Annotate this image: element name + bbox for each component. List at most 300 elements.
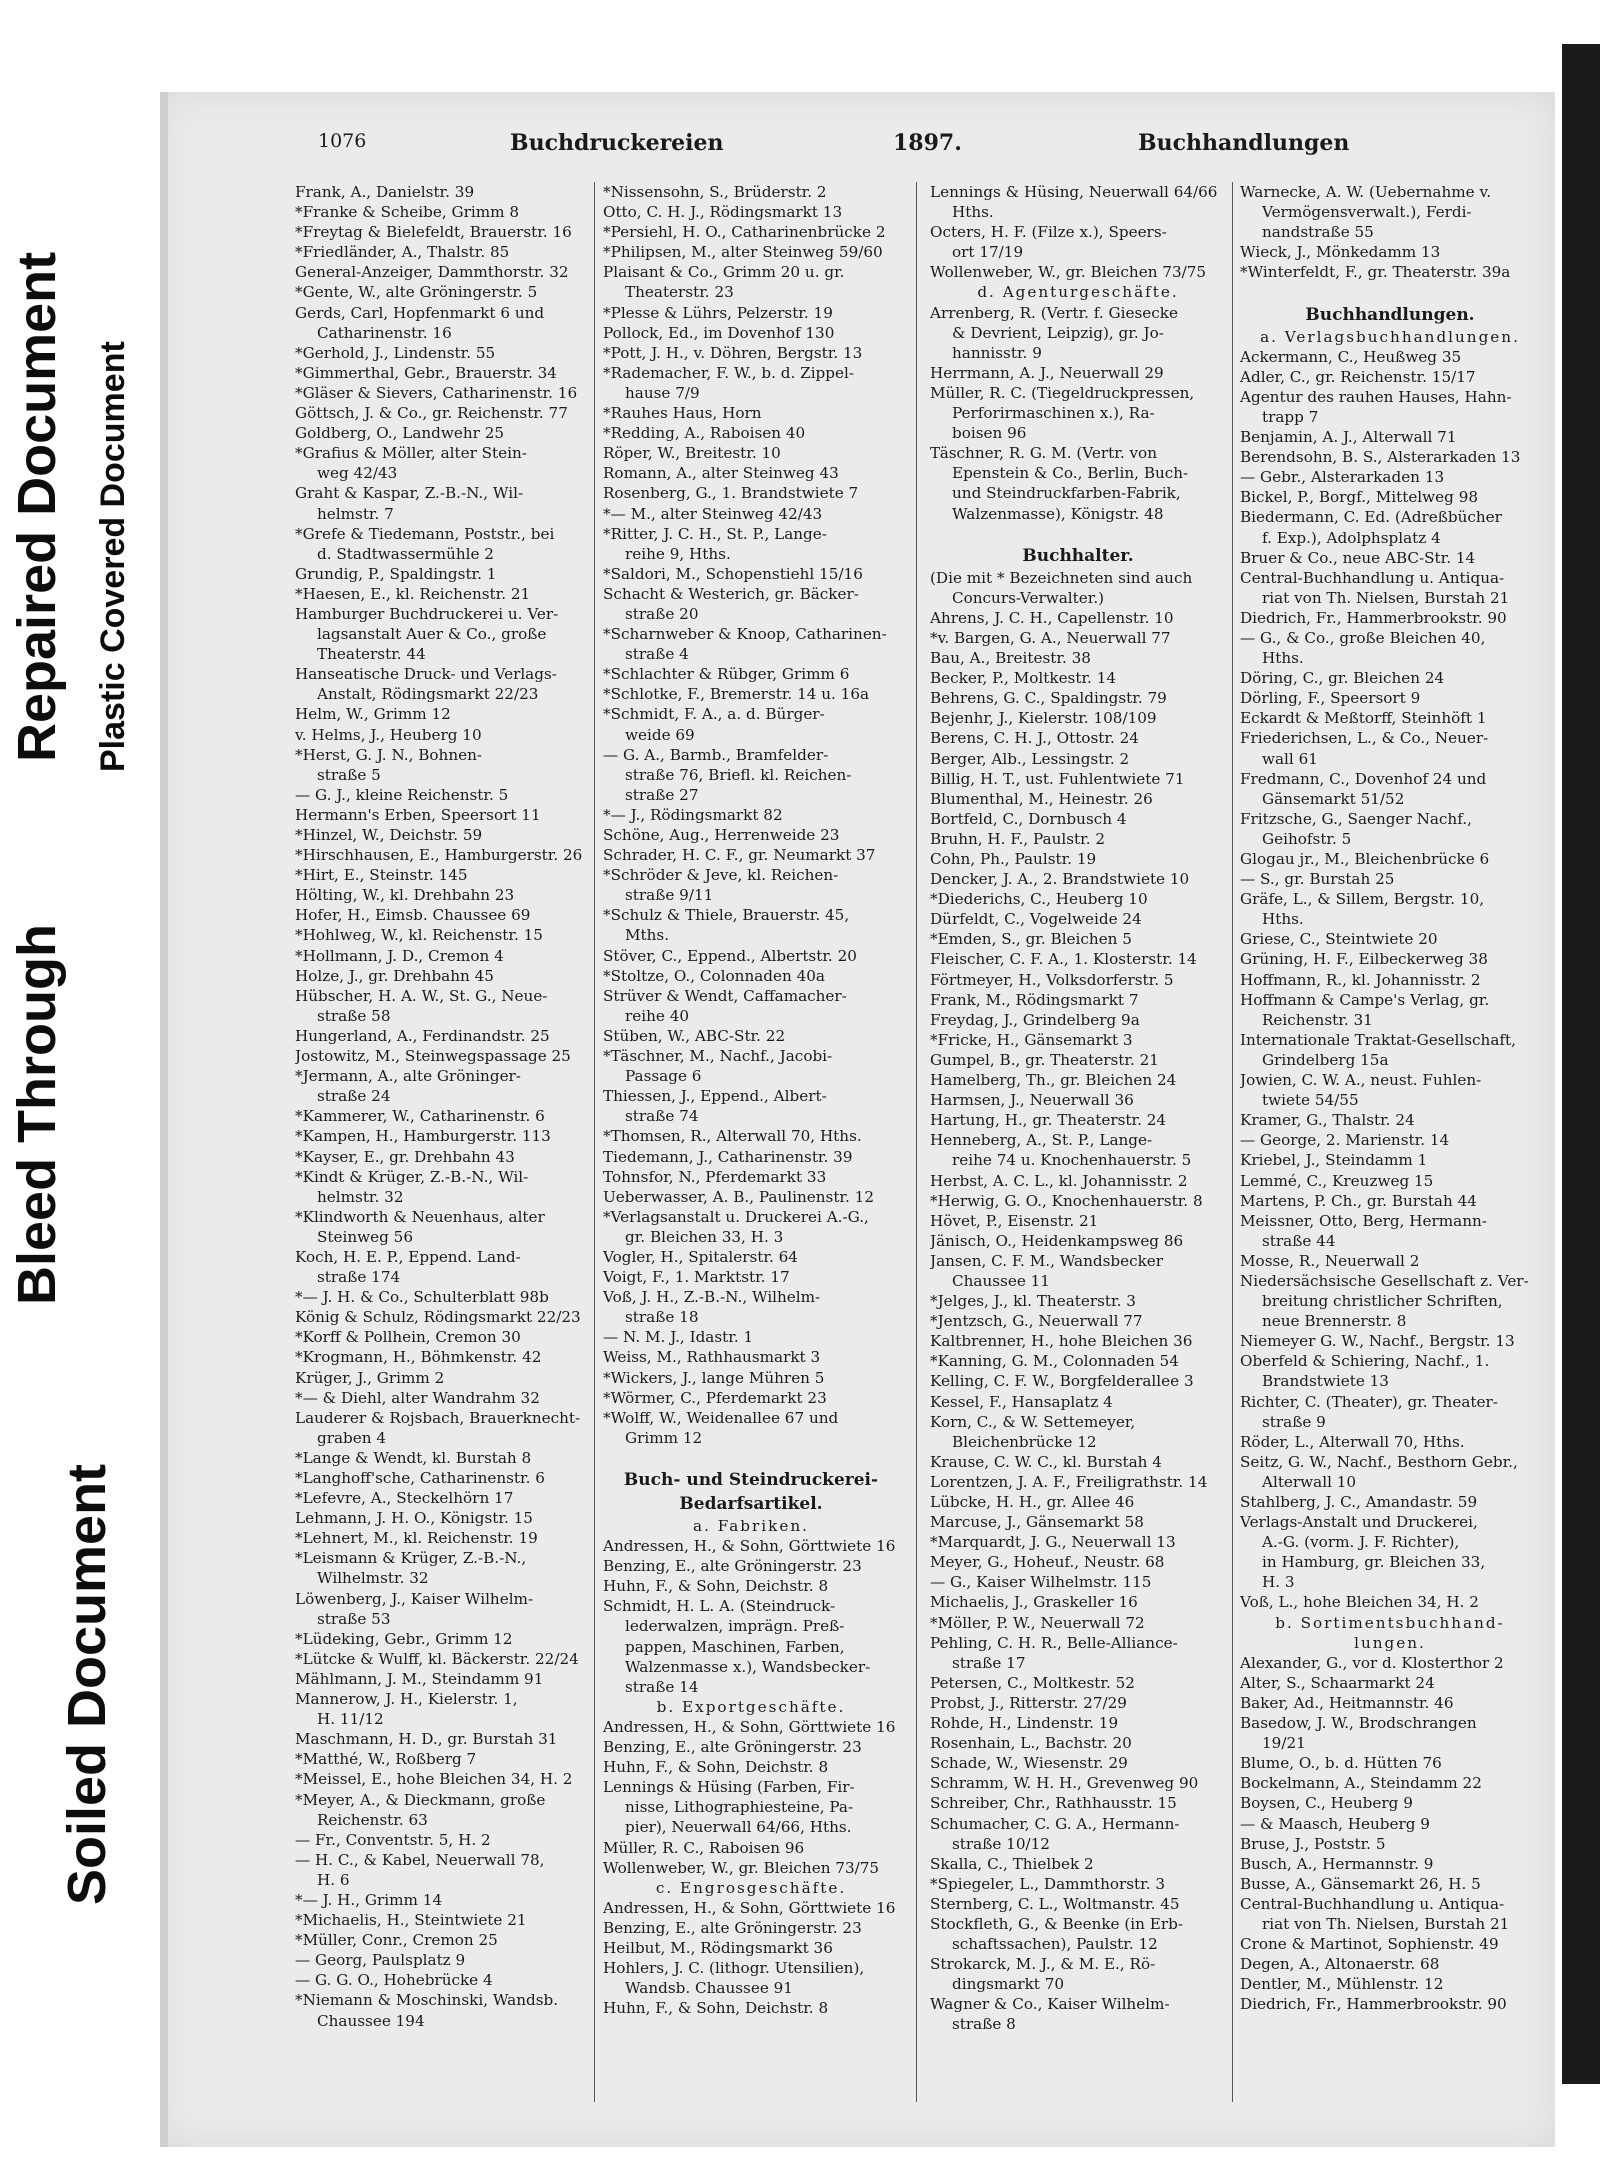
spacer (930, 524, 1226, 544)
directory-entry: *Freytag & Bielefeldt, Brauerstr. 16 (295, 223, 572, 242)
entry-continuation: Perforirmaschinen x.), Ra- (952, 404, 1155, 423)
directory-entry: Billig, H. T., ust. Fuhlentwiete 71 (930, 769, 1185, 788)
directory-entry: Diedrich, Fr., Hammerbrookstr. 90 (1240, 1995, 1507, 2014)
entry-continuation: pappen, Maschinen, Farben, (625, 1637, 845, 1656)
directory-entry: — G. J., kleine Reichenstr. 5 (295, 785, 509, 804)
directory-entry: Busch, A., Hermannstr. 9 (1240, 1854, 1434, 1873)
directory-entry: Koch, H. E. P., Eppend. Land- (295, 1247, 521, 1266)
spacer (1240, 282, 1540, 302)
directory-entry: *Schlotke, F., Bremerstr. 14 u. 16a (603, 685, 870, 704)
directory-entry: Plaisant & Co., Grimm 20 u. gr. (603, 263, 845, 282)
directory-entry: Pehling, C. H. R., Belle-Alliance- (930, 1633, 1178, 1652)
directory-entry: *Matthé, W., Roßberg 7 (295, 1750, 477, 1769)
directory-entry: Kramer, G., Thalstr. 24 (1240, 1111, 1415, 1130)
directory-entry: Kriebel, J., Steindamm 1 (1240, 1151, 1428, 1170)
directory-entry: (Die mit * Bezeichneten sind auch (930, 568, 1193, 587)
directory-entry: Hungerland, A., Ferdinandstr. 25 (295, 1026, 550, 1045)
directory-entry: Wieck, J., Mönkedamm 13 (1240, 243, 1441, 262)
directory-entry: Niedersächsische Gesellschaft z. Ver- (1240, 1271, 1529, 1290)
directory-entry: *Korff & Pollhein, Cremon 30 (295, 1328, 521, 1347)
directory-entry: Lauderer & Rojsbach, Brauerknecht- (295, 1408, 581, 1427)
entry-continuation: straße 18 (625, 1308, 699, 1327)
entry-continuation: weide 69 (625, 725, 695, 744)
directory-entry: *Thomsen, R., Alterwall 70, Hths. (603, 1127, 862, 1146)
directory-entry: *Herst, G. J. N., Bohnen- (295, 745, 483, 764)
directory-entry: *Kindt & Krüger, Z.-B.-N., Wil- (295, 1167, 529, 1186)
directory-entry: *Herwig, G. O., Knochenhauerstr. 8 (930, 1191, 1203, 1210)
directory-entry: Andressen, H., & Sohn, Görttwiete 16 (603, 1537, 896, 1556)
directory-entry: Hölting, W., kl. Drehbahn 23 (295, 886, 515, 905)
header-right-title: Buchhandlungen (1138, 130, 1350, 156)
directory-entry: Müller, R. C. (Tiegeldruckpressen, (930, 383, 1195, 402)
directory-entry: *Schröder & Jeve, kl. Reichen- (603, 866, 839, 885)
directory-entry: *Langhoff'sche, Catharinenstr. 6 (295, 1469, 545, 1487)
entry-continuation: lagsanstalt Auer & Co., große (317, 625, 547, 644)
directory-entry: Alter, S., Schaarmarkt 24 (1240, 1673, 1435, 1692)
directory-entry: *Marquardt, J. G., Neuerwall 13 (930, 1533, 1176, 1552)
directory-entry: *Winterfeldt, F., gr. Theaterstr. 39a (1240, 263, 1511, 282)
directory-entry: *Schmidt, F. A., a. d. Bürger- (603, 705, 825, 724)
directory-entry: — George, 2. Marienstr. 14 (1240, 1131, 1450, 1150)
directory-entry: König & Schulz, Rödingsmarkt 22/23 (295, 1308, 581, 1327)
directory-entry: Busse, A., Gänsemarkt 26, H. 5 (1240, 1874, 1481, 1893)
directory-entry: Blumenthal, M., Heinestr. 26 (930, 789, 1153, 808)
subsection-heading: a. Fabriken. (693, 1517, 809, 1535)
directory-entry: Lemmé, C., Kreuzweg 15 (1240, 1171, 1434, 1190)
directory-entry: Wollenweber, W., gr. Bleichen 73/75 (603, 1858, 880, 1877)
directory-entry: Degen, A., Altonaerstr. 68 (1240, 1955, 1440, 1974)
directory-entry: *Wickers, J., lange Mühren 5 (603, 1368, 825, 1387)
directory-entry: Seitz, G. W., Nachf., Besthorn Gebr., (1240, 1452, 1518, 1471)
directory-entry: Schacht & Westerich, gr. Bäcker- (603, 584, 859, 603)
directory-entry: Behrens, G. C., Spaldingstr. 79 (930, 689, 1167, 708)
directory-entry: Niemeyer G. W., Nachf., Bergstr. 13 (1240, 1332, 1515, 1351)
directory-entry: *Spiegeler, L., Dammthorstr. 3 (930, 1874, 1166, 1893)
directory-entry: *— M., alter Steinweg 42/43 (603, 504, 823, 523)
entry-continuation: wall 61 (1262, 749, 1318, 768)
directory-entry: Grundig, P., Spaldingstr. 1 (295, 564, 497, 583)
entry-continuation: Hths. (952, 203, 994, 222)
entry-continuation: riat von Th. Nielsen, Burstah 21 (1262, 1914, 1510, 1933)
entry-continuation: hannisstr. 9 (952, 343, 1042, 362)
directory-entry: Friederichsen, L., & Co., Neuer- (1240, 729, 1489, 748)
directory-entry: Oberfeld & Schiering, Nachf., 1. (1240, 1352, 1490, 1371)
directory-entry: Schramm, W. H. H., Grevenweg 90 (930, 1774, 1199, 1793)
directory-entry: Frank, A., Danielstr. 39 (295, 183, 475, 201)
directory-entry: *Grafius & Möller, alter Stein- (295, 444, 527, 463)
directory-entry: Voigt, F., 1. Marktstr. 17 (603, 1268, 790, 1287)
entry-continuation: Mths. (625, 926, 670, 945)
directory-entry: Romann, A., alter Steinweg 43 (603, 464, 839, 483)
directory-entry: *Gimmerthal, Gebr., Brauerstr. 34 (295, 363, 557, 382)
directory-entry: *Grefe & Tiedemann, Poststr., bei (295, 524, 555, 543)
column-rule (916, 182, 917, 2102)
directory-entry: Hamelberg, Th., gr. Bleichen 24 (930, 1071, 1177, 1090)
subsection-heading: b. Sortimentsbuchhand- (1275, 1613, 1505, 1632)
directory-entry: Adler, C., gr. Reichenstr. 15/17 (1240, 367, 1476, 386)
entry-continuation: straße 14 (625, 1677, 699, 1696)
entry-continuation: nisse, Lithographiesteine, Pa- (625, 1798, 854, 1817)
directory-entry: Octers, H. F. (Filze x.), Speers- (930, 223, 1167, 242)
directory-entry: *Schulz & Thiele, Brauerstr. 45, (603, 906, 850, 925)
directory-entry: Krause, C. W. C., kl. Burstah 4 (930, 1452, 1162, 1471)
directory-entry: Kessel, F., Hansaplatz 4 (930, 1392, 1113, 1411)
entry-continuation: straße 74 (625, 1107, 699, 1126)
directory-entry: Cohn, Ph., Paulstr. 19 (930, 850, 1097, 868)
entry-continuation: dingsmarkt 70 (952, 1975, 1065, 1994)
directory-entry: *Möller, P. W., Neuerwall 72 (930, 1613, 1145, 1632)
directory-entry: *Jelges, J., kl. Theaterstr. 3 (930, 1292, 1136, 1311)
directory-entry: *Kanning, G. M., Colonnaden 54 (930, 1352, 1179, 1371)
entry-continuation: riat von Th. Nielsen, Burstah 21 (1262, 588, 1510, 607)
directory-entry: Michaelis, J., Graskeller 16 (930, 1593, 1138, 1612)
directory-entry: Goldberg, O., Landwehr 25 (295, 424, 505, 443)
entry-continuation: Walzenmasse), Königstr. 48 (952, 504, 1164, 523)
directory-entry: Berendsohn, B. S., Alsterarkaden 13 (1240, 448, 1521, 467)
scanner-edge-bar (1562, 44, 1600, 2084)
entry-continuation: Hths. (1262, 649, 1304, 668)
directory-entry: *Meissel, E., hohe Bleichen 34, H. 2 (295, 1770, 573, 1789)
directory-entry: *Diederichs, C., Heuberg 10 (930, 890, 1148, 909)
directory-entry: — H. C., & Kabel, Neuerwall 78, (295, 1850, 545, 1869)
directory-entry: *Hinzel, W., Deichstr. 59 (295, 826, 483, 844)
directory-entry: Helm, W., Grimm 12 (295, 705, 451, 724)
directory-entry: *Haesen, E., kl. Reichenstr. 21 (295, 584, 531, 603)
directory-entry: Holze, J., gr. Drehbahn 45 (295, 966, 494, 985)
entry-continuation: lederwalzen, imprägn. Preß- (625, 1617, 845, 1636)
directory-entry: Lehmann, J. H. O., Königstr. 15 (295, 1509, 533, 1528)
directory-entry: *Lütcke & Wulff, kl. Bäckerstr. 22/24 (295, 1649, 579, 1668)
entry-continuation: helmstr. 32 (317, 1187, 404, 1206)
directory-entry: *Michaelis, H., Steintwiete 21 (295, 1911, 527, 1930)
directory-entry: *— & Diehl, alter Wandrahm 32 (295, 1388, 540, 1407)
entry-continuation: in Hamburg, gr. Bleichen 33, (1262, 1553, 1486, 1572)
directory-entry: *Lefevre, A., Steckelhörn 17 (295, 1489, 514, 1508)
entry-continuation: Bleichenbrücke 12 (952, 1432, 1097, 1451)
directory-entry: Hohlers, J. C. (lithogr. Utensilien), (603, 1959, 865, 1978)
directory-entry: Strüver & Wendt, Caffamacher- (603, 986, 847, 1005)
entry-continuation: reihe 9, Hths. (625, 544, 731, 563)
entry-continuation: schaftssachen), Paulstr. 12 (952, 1935, 1158, 1954)
directory-entry: Benzing, E., alte Gröningerstr. 23 (603, 1738, 862, 1757)
entry-continuation: straße 174 (317, 1268, 401, 1287)
directory-entry: Hartung, H., gr. Theaterstr. 24 (930, 1111, 1167, 1130)
directory-entry: Otto, C. H. J., Rödingsmarkt 13 (603, 203, 843, 222)
entry-continuation: boisen 96 (952, 424, 1027, 443)
entry-continuation: breitung christlicher Schriften, (1262, 1292, 1503, 1311)
directory-entry: *Fricke, H., Gänsemarkt 3 (930, 1030, 1133, 1049)
label-repaired-document: Repaired Document (7, 251, 67, 762)
directory-entry: Meissner, Otto, Berg, Hermann- (1240, 1211, 1487, 1230)
directory-entry: Stöver, C., Eppend., Albertstr. 20 (603, 946, 857, 965)
directory-entry: Heilbut, M., Rödingsmarkt 36 (603, 1938, 833, 1957)
directory-entry: Alexander, G., vor d. Klosterthor 2 (1240, 1653, 1504, 1672)
entry-continuation: straße 27 (625, 785, 699, 804)
directory-entry: Rosenberg, G., 1. Brandstwiete 7 (603, 484, 859, 503)
directory-entry: *Niemann & Moschinski, Wandsb. (295, 1991, 559, 2010)
entry-continuation: straße 10/12 (952, 1834, 1050, 1853)
directory-entry: Freydag, J., Grindelberg 9a (930, 1010, 1140, 1029)
page-edge (160, 92, 168, 2147)
directory-entry: Wollenweber, W., gr. Bleichen 73/75 (930, 263, 1207, 282)
directory-entry: *Täschner, M., Nachf., Jacobi- (603, 1047, 833, 1066)
entry-continuation: Walzenmasse x.), Wandsbecker- (625, 1657, 871, 1676)
label-bleed-through: Bleed Through (7, 924, 67, 1305)
directory-entry: Benjamin, A. J., Alterwall 71 (1240, 428, 1457, 447)
entry-continuation: Alterwall 10 (1262, 1472, 1357, 1491)
column-2 (603, 182, 899, 2018)
directory-entry: Ueberwasser, A. B., Paulinenstr. 12 (603, 1187, 875, 1206)
entry-continuation: H. 6 (317, 1870, 350, 1889)
directory-entry: Mählmann, J. M., Steindamm 91 (295, 1669, 544, 1688)
directory-entry: Petersen, C., Moltkestr. 52 (930, 1673, 1135, 1692)
entry-continuation: Grindelberg 15a (1262, 1050, 1389, 1069)
directory-entry: *Klindworth & Neuenhaus, alter (295, 1207, 545, 1226)
directory-entry: *Lange & Wendt, kl. Burstah 8 (295, 1448, 532, 1467)
directory-entry: Bau, A., Breitestr. 38 (930, 649, 1091, 668)
directory-entry: Löwenberg, J., Kaiser Wilhelm- (295, 1589, 534, 1608)
entry-continuation: straße 76, Briefl. kl. Reichen- (625, 765, 852, 784)
directory-entry: *Stoltze, O., Colonnaden 40a (603, 966, 825, 985)
section-heading: Buch- und Steindruckerei- (623, 1470, 879, 1490)
entry-continuation: neue Brennerstr. 8 (1262, 1312, 1407, 1331)
directory-entry: *Kammerer, W., Catharinenstr. 6 (295, 1107, 545, 1126)
entry-continuation: Theaterstr. 23 (625, 283, 734, 302)
directory-entry: Fritzsche, G., Saenger Nachf., (1240, 809, 1472, 828)
directory-entry: Kaltbrenner, H., hohe Bleichen 36 (930, 1332, 1193, 1351)
entry-continuation: straße 24 (317, 1087, 391, 1106)
directory-entry: Förtmeyer, H., Volksdorferstr. 5 (930, 970, 1174, 989)
directory-entry: Crone & Martinot, Sophienstr. 49 (1240, 1935, 1499, 1954)
entry-continuation: straße 9/11 (625, 886, 714, 905)
directory-entry: Huhn, F., & Sohn, Deichstr. 8 (603, 1758, 829, 1777)
page-header (160, 130, 1555, 170)
directory-entry: *Gläser & Sievers, Catharinenstr. 16 (295, 383, 578, 402)
directory-entry: — & Maasch, Heuberg 9 (1240, 1814, 1430, 1833)
directory-entry: *Plesse & Lührs, Pelzerstr. 19 (603, 303, 833, 322)
directory-entry: Bruse, J., Poststr. 5 (1240, 1834, 1386, 1853)
entry-continuation: twiete 54/55 (1262, 1091, 1359, 1110)
directory-entry: *Ritter, J. C. H., St. P., Lange- (603, 524, 827, 543)
directory-entry: Blume, O., b. d. Hütten 76 (1240, 1754, 1442, 1773)
directory-entry: Dürfeldt, C., Vogelweide 24 (930, 910, 1142, 929)
directory-entry: *Redding, A., Raboisen 40 (603, 424, 806, 443)
directory-entry: Grüning, H. F., Eilbeckerweg 38 (1240, 950, 1488, 969)
directory-entry: Richter, C. (Theater), gr. Theater- (1240, 1392, 1498, 1411)
entry-continuation: & Devrient, Leipzig), gr. Jo- (952, 323, 1164, 342)
entry-continuation: A.-G. (vorm. J. F. Richter), (1262, 1533, 1460, 1552)
directory-entry: Jostowitz, M., Steinwegspassage 25 (295, 1047, 571, 1066)
directory-entry: Internationale Traktat-Gesellschaft, (1240, 1030, 1516, 1049)
column-rule (1232, 182, 1233, 2102)
entry-continuation: straße 17 (952, 1653, 1026, 1672)
entry-continuation: straße 58 (317, 1006, 391, 1025)
directory-entry: *Nissensohn, S., Brüderstr. 2 (603, 183, 827, 201)
directory-entry: Hövet, P., Eisenstr. 21 (930, 1211, 1099, 1230)
directory-entry: Mosse, R., Neuerwall 2 (1240, 1251, 1420, 1270)
directory-entry: Fleischer, C. F. A., 1. Klosterstr. 14 (930, 950, 1197, 969)
entry-continuation: Vermögensverwalt.), Ferdi- (1262, 203, 1472, 222)
directory-entry: Hofer, H., Eimsb. Chaussee 69 (295, 906, 531, 925)
directory-entry: — G., Kaiser Wilhelmstr. 115 (930, 1573, 1152, 1592)
entry-continuation: gr. Bleichen 33, H. 3 (625, 1227, 784, 1246)
directory-entry: Agentur des rauhen Hauses, Hahn- (1240, 387, 1512, 406)
directory-entry: Stüben, W., ABC-Str. 22 (603, 1026, 786, 1045)
directory-entry: *Persiehl, H. O., Catharinenbrücke 2 (603, 223, 886, 242)
entry-continuation: Passage 6 (625, 1067, 702, 1086)
directory-entry: *Hohlweg, W., kl. Reichenstr. 15 (295, 926, 543, 945)
directory-entry: *— J., Rödingsmarkt 82 (603, 805, 783, 824)
section-heading: Buchhandlungen. (1305, 304, 1475, 325)
subsection-heading: d. Agenturgeschäfte. (977, 283, 1179, 302)
entry-continuation: Chaussee 11 (952, 1271, 1050, 1290)
directory-entry: Berger, Alb., Lessingstr. 2 (930, 749, 1130, 768)
directory-entry: Martens, P. Ch., gr. Burstah 44 (1240, 1191, 1477, 1210)
subsection-heading: lungen. (1354, 1633, 1426, 1652)
directory-entry: Harmsen, J., Neuerwall 36 (930, 1091, 1134, 1110)
entry-continuation: straße 5 (317, 765, 381, 784)
column-1 (295, 182, 587, 2031)
directory-entry: Röper, W., Breitestr. 10 (603, 444, 781, 463)
directory-entry: Hoffmann, R., kl. Johannisstr. 2 (1240, 970, 1481, 989)
entry-continuation: trapp 7 (1262, 407, 1319, 426)
directory-entry: Wagner & Co., Kaiser Wilhelm- (930, 1995, 1170, 2014)
entry-continuation: Steinweg 56 (317, 1227, 413, 1246)
spacer (603, 1448, 899, 1468)
directory-entry: *Jermann, A., alte Gröninger- (295, 1067, 521, 1086)
entry-continuation: Brandstwiete 13 (1262, 1372, 1389, 1391)
directory-entry: Krüger, J., Grimm 2 (295, 1368, 445, 1387)
directory-entry: Verlags-Anstalt und Druckerei, (1240, 1513, 1478, 1532)
section-heading: Bedarfsartikel. (679, 1494, 823, 1514)
entry-continuation: 19/21 (1262, 1734, 1306, 1753)
directory-entry: Biedermann, C. Ed. (Adreßbücher (1240, 508, 1502, 527)
directory-entry: *Pott, J. H., v. Döhren, Bergstr. 13 (603, 343, 863, 362)
directory-entry: Marcuse, J., Gänsemarkt 58 (930, 1513, 1144, 1532)
directory-entry: Huhn, F., & Sohn, Deichstr. 8 (603, 1577, 829, 1596)
directory-entry: Voß, J. H., Z.-B.-N., Wilhelm- (603, 1288, 821, 1307)
directory-entry: Benzing, E., alte Gröningerstr. 23 (603, 1557, 862, 1576)
directory-entry: Stockfleth, G., & Beenke (in Erb- (930, 1914, 1183, 1933)
directory-entry: *Jentzsch, G., Neuerwall 77 (930, 1312, 1143, 1331)
entry-continuation: straße 53 (317, 1609, 391, 1628)
entry-continuation: H. 11/12 (317, 1710, 384, 1729)
entry-continuation: helmstr. 7 (317, 504, 394, 523)
entry-continuation: ort 17/19 (952, 243, 1024, 262)
directory-entry: Vogler, H., Spitalerstr. 64 (603, 1247, 798, 1266)
directory-entry: Schmidt, H. L. A. (Steindruck- (603, 1597, 836, 1616)
directory-entry: Gerds, Carl, Hopfenmarkt 6 und (295, 303, 545, 322)
directory-entry: Arrenberg, R. (Vertr. f. Giesecke (930, 303, 1178, 322)
directory-entry: Thiessen, J., Eppend., Albert- (603, 1087, 827, 1106)
column-4 (1240, 182, 1540, 2014)
entry-continuation: weg 42/43 (317, 464, 398, 483)
directory-entry: *Kayser, E., gr. Drehbahn 43 (295, 1147, 515, 1166)
directory-entry: Bockelmann, A., Steindamm 22 (1240, 1774, 1482, 1793)
directory-entry: Henneberg, A., St. P., Lange- (930, 1131, 1153, 1150)
directory-entry: Ackermann, C., Heußweg 35 (1240, 347, 1462, 366)
directory-entry: *Leismann & Krüger, Z.-B.-N., (295, 1549, 527, 1568)
directory-entry: Bejenhr, J., Kielerstr. 108/109 (930, 709, 1157, 728)
directory-entry: *Hirschhausen, E., Hamburgerstr. 26 (295, 846, 583, 865)
directory-entry: Skalla, C., Thielbek 2 (930, 1854, 1094, 1873)
label-soiled-document: Soiled Document (57, 1463, 117, 1905)
directory-entry: *Lüdeking, Gebr., Grimm 12 (295, 1629, 513, 1648)
directory-entry: *Emden, S., gr. Bleichen 5 (930, 930, 1132, 949)
entry-continuation: und Steindruckfarben-Fabrik, (952, 484, 1181, 503)
entry-continuation: Wilhelmstr. 32 (317, 1569, 429, 1588)
directory-entry: Täschner, R. G. M. (Vertr. von (930, 444, 1157, 463)
entry-continuation: Gänsemarkt 51/52 (1262, 789, 1405, 808)
header-year: 1897. (893, 130, 962, 156)
label-plastic-covered-document: Plastic Covered Document (94, 341, 132, 772)
entry-continuation: Wandsb. Chaussee 91 (625, 1979, 793, 1998)
subsection-heading: c. Engrosgeschäfte. (655, 1878, 847, 1897)
column-3 (930, 182, 1226, 2035)
directory-entry: — G., & Co., große Bleichen 40, (1240, 628, 1486, 647)
directory-entry: Bruer & Co., neue ABC-Str. 14 (1240, 548, 1476, 567)
directory-entry: *Schlachter & Rübger, Grimm 6 (603, 665, 850, 684)
directory-entry: — G. G. O., Hohebrücke 4 (295, 1971, 493, 1990)
directory-entry: *Wörmer, C., Pferdemarkt 23 (603, 1388, 827, 1407)
directory-entry: Hoffmann & Campe's Verlag, gr. (1240, 990, 1490, 1009)
directory-entry: Basedow, J. W., Brodschrangen (1240, 1714, 1477, 1733)
directory-entry: *Philipsen, M., alter Steinweg 59/60 (603, 243, 883, 262)
directory-entry: Graht & Kaspar, Z.-B.-N., Wil- (295, 484, 524, 503)
directory-entry: *Franke & Scheibe, Grimm 8 (295, 203, 520, 222)
directory-entry: Schrader, H. C. F., gr. Neumarkt 37 (603, 846, 876, 865)
entry-continuation: reihe 40 (625, 1006, 690, 1025)
directory-entry: Hanseatische Druck- und Verlags- (295, 665, 557, 684)
entry-continuation: reihe 74 u. Knochenhauerstr. 5 (952, 1151, 1192, 1170)
directory-entry: — Georg, Paulsplatz 9 (295, 1951, 466, 1970)
directory-entry: Dentler, M., Mühlenstr. 12 (1240, 1975, 1444, 1994)
directory-entry: *Kampen, H., Hamburgerstr. 113 (295, 1127, 551, 1146)
entry-continuation: Catharinenstr. 16 (317, 323, 452, 342)
directory-entry: Lübcke, H. H., gr. Allee 46 (930, 1493, 1135, 1511)
entry-continuation: f. Exp.), Adolphsplatz 4 (1262, 528, 1441, 547)
entry-continuation: Anstalt, Rödingsmarkt 22/23 (317, 685, 539, 704)
directory-entry: Diedrich, Fr., Hammerbrookstr. 90 (1240, 608, 1507, 627)
directory-entry: Jänisch, O., Heidenkampsweg 86 (930, 1231, 1184, 1250)
directory-entry: Andressen, H., & Sohn, Görttwiete 16 (603, 1717, 896, 1736)
directory-entry: Hermann's Erben, Speersort 11 (295, 805, 541, 824)
directory-entry: Rosenhain, L., Bachstr. 20 (930, 1734, 1132, 1753)
directory-entry: *Müller, Conr., Cremon 25 (295, 1931, 498, 1950)
directory-entry: Dörling, F., Speersort 9 (1240, 689, 1421, 708)
entry-continuation: straße 44 (1262, 1231, 1336, 1250)
directory-entry: Jansen, C. F. M., Wandsbecker (930, 1251, 1164, 1270)
directory-entry: *Gerhold, J., Lindenstr. 55 (295, 343, 496, 362)
directory-entry: Korn, C., & W. Settemeyer, (930, 1412, 1136, 1431)
directory-entry: Bruhn, H. F., Paulstr. 2 (930, 829, 1106, 848)
scanned-page (160, 92, 1555, 2147)
directory-entry: Boysen, C., Heuberg 9 (1240, 1794, 1413, 1813)
directory-entry: Rohde, H., Lindenstr. 19 (930, 1714, 1119, 1733)
entry-continuation: Chaussee 194 (317, 2011, 425, 2030)
directory-entry: *Krogmann, H., Böhmkenstr. 42 (295, 1348, 542, 1367)
directory-entry: Maschmann, H. D., gr. Burstah 31 (295, 1730, 558, 1749)
directory-entry: Kelling, C. F. W., Borgfelderallee 3 (930, 1372, 1194, 1391)
column-rule (594, 182, 595, 2102)
section-heading: Buchhalter. (1022, 545, 1134, 566)
directory-entry: Tohnsfor, N., Pferdemarkt 33 (603, 1167, 827, 1186)
directory-entry: Meyer, G., Hoheuf., Neustr. 68 (930, 1553, 1165, 1572)
entry-continuation: hause 7/9 (625, 383, 700, 402)
directory-entry: Berens, C. H. J., Ottostr. 24 (930, 729, 1139, 748)
directory-entry: *Hollmann, J. D., Cremon 4 (295, 946, 504, 965)
directory-entry: *Scharnweber & Knoop, Catharinen- (603, 625, 887, 644)
